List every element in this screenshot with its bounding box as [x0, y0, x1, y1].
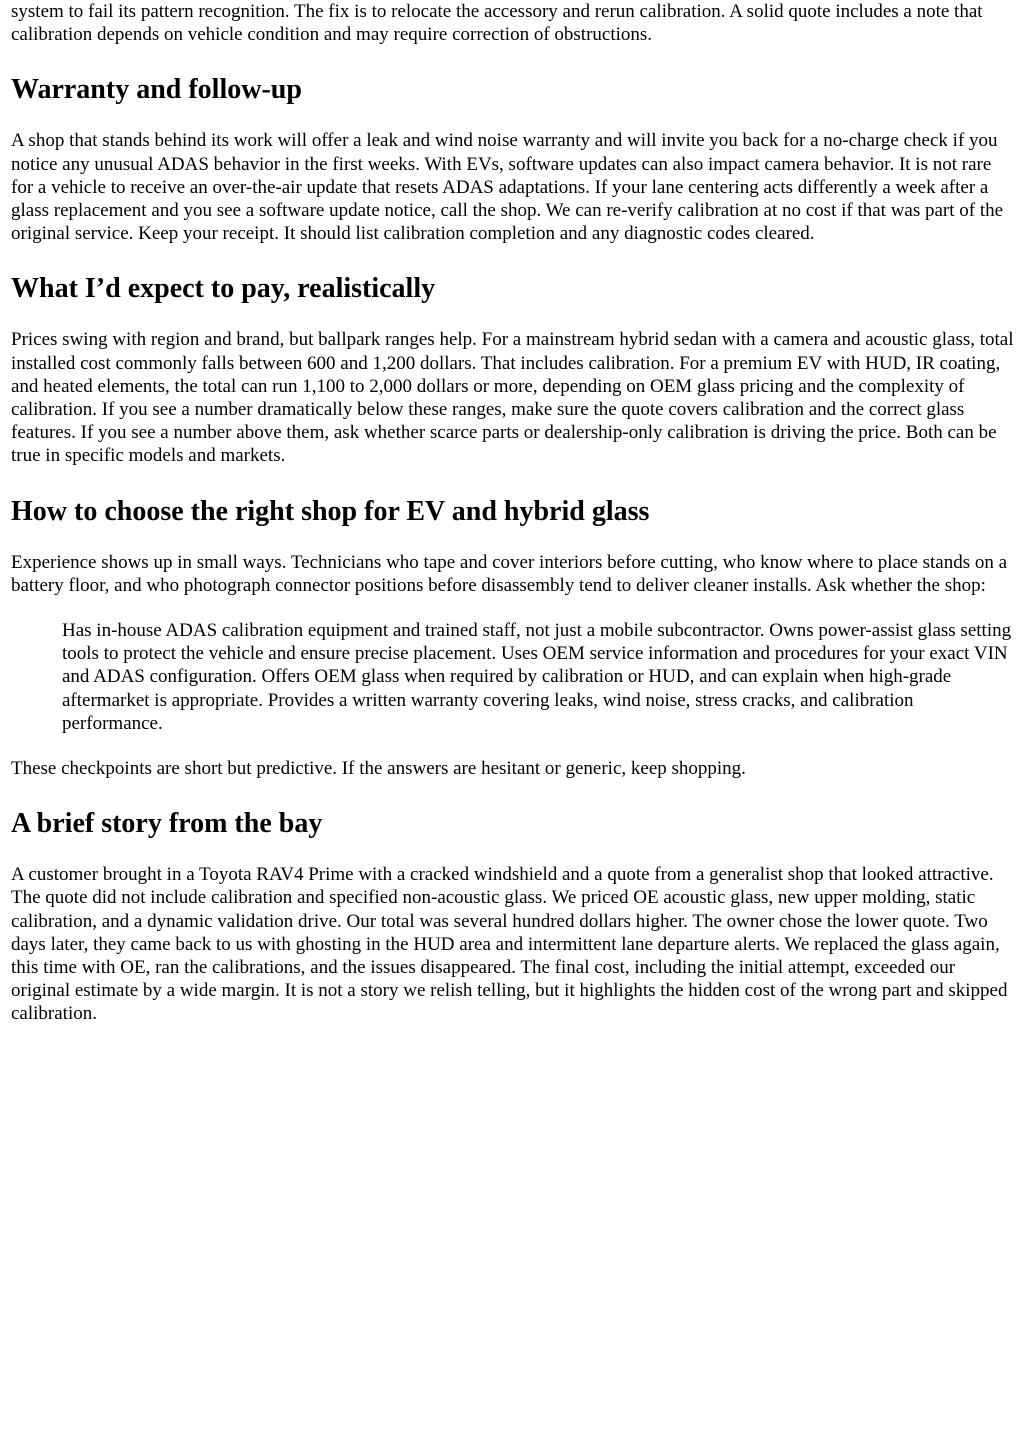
heading-warranty: Warranty and follow-up	[11, 74, 302, 106]
heading-story: A brief story from the bay	[11, 808, 323, 840]
paragraph-choose-shop: Experience shows up in small ways. Technicians who tape and cover interiors before cutting, who know where to place stands on a battery floor, and who photograph connector positions before disassembly tend to deliver cleaner installs. Ask whether the shop:	[11, 551, 1008, 596]
heading-expected-cost: What I’d expect to pay, realistically	[11, 273, 436, 305]
paragraph-story: A customer brought in a Toyota RAV4 Prime with a cracked windshield and a quote from a generalist shop that looked attractive. The quote did not include calibration and specified non-acoustic glass. We priced OE acoustic glass, new upper molding, static calibration, and a dynamic validation drive. Our total was several hundred dollars higher. The owner chose the lower quote. Two days later, they came back to us with ghosting in the HUD area and intermittent lane departure alerts. We replaced the glass again, this time with OE, ran the calibrations, and the issues disappeared. The final cost, including the initial attempt, exceeded our original estimate by a wide margin. It is not a story we relish telling, but it highlights the hidden cost of the wrong part and skipped calibration.	[11, 864, 1008, 1025]
intro-paragraph: system to fail its pattern recognition. The fix is to relocate the accessory and rerun calibration. A solid quote includes a note that calibration depends on vehicle condition and may require correction of obstructions.	[11, 1, 983, 46]
paragraph-checkpoints: These checkpoints are short but predictive. If the answers are hesitant or generic, keep shopping.	[11, 758, 746, 780]
shop-checklist-quote: Has in-house ADAS calibration equipment and trained staff, not just a mobile subcontractor. Owns power-assist glass setting tools to protect the vehicle and ensure precise placement. Uses OEM service information and procedures for your exact VIN and ADAS configuration. Offers OEM glass when required by calibration or HUD, and can explain when high-grade aftermarket is appropriate. Provides a written warranty covering leaks, wind noise, stress cracks, and calibration performance.	[62, 620, 1012, 734]
paragraph-warranty: A shop that stands behind its work will offer a leak and wind noise warranty and will invite you back for a no-charge check if you notice any unusual ADAS behavior in the first weeks. With EVs, software updates can also impact camera behavior. It is not rare for a vehicle to receive an over-the-air update that resets ADAS adaptations. If your lane centering acts differently a week after a glass replacement and you see a software update notice, call the shop. We can re-verify calibration at no cost if that was part of the original service. Keep your receipt. It should list calibration completion and any diagnostic codes cleared.	[11, 130, 1004, 245]
paragraph-expected-cost: Prices swing with region and brand, but ballpark ranges help. For a mainstream hybrid sedan with a camera and acoustic glass, total installed cost commonly falls between 600 and 1,200 dollars. That includes calibration. For a premium EV with HUD, IR coating, and heated elements, the total can run 1,100 to 2,000 dollars or more, depending on OEM glass pricing and the complexity of calibration. If you see a number dramatically below these ranges, make sure the quote covers calibration and the correct glass features. If you see a number above them, ask whether scarce parts or dealership-only calibration is driving the price. Both can be true in specific models and markets.	[11, 329, 1014, 467]
heading-choose-shop: How to choose the right shop for EV and hybrid glass	[11, 495, 650, 527]
